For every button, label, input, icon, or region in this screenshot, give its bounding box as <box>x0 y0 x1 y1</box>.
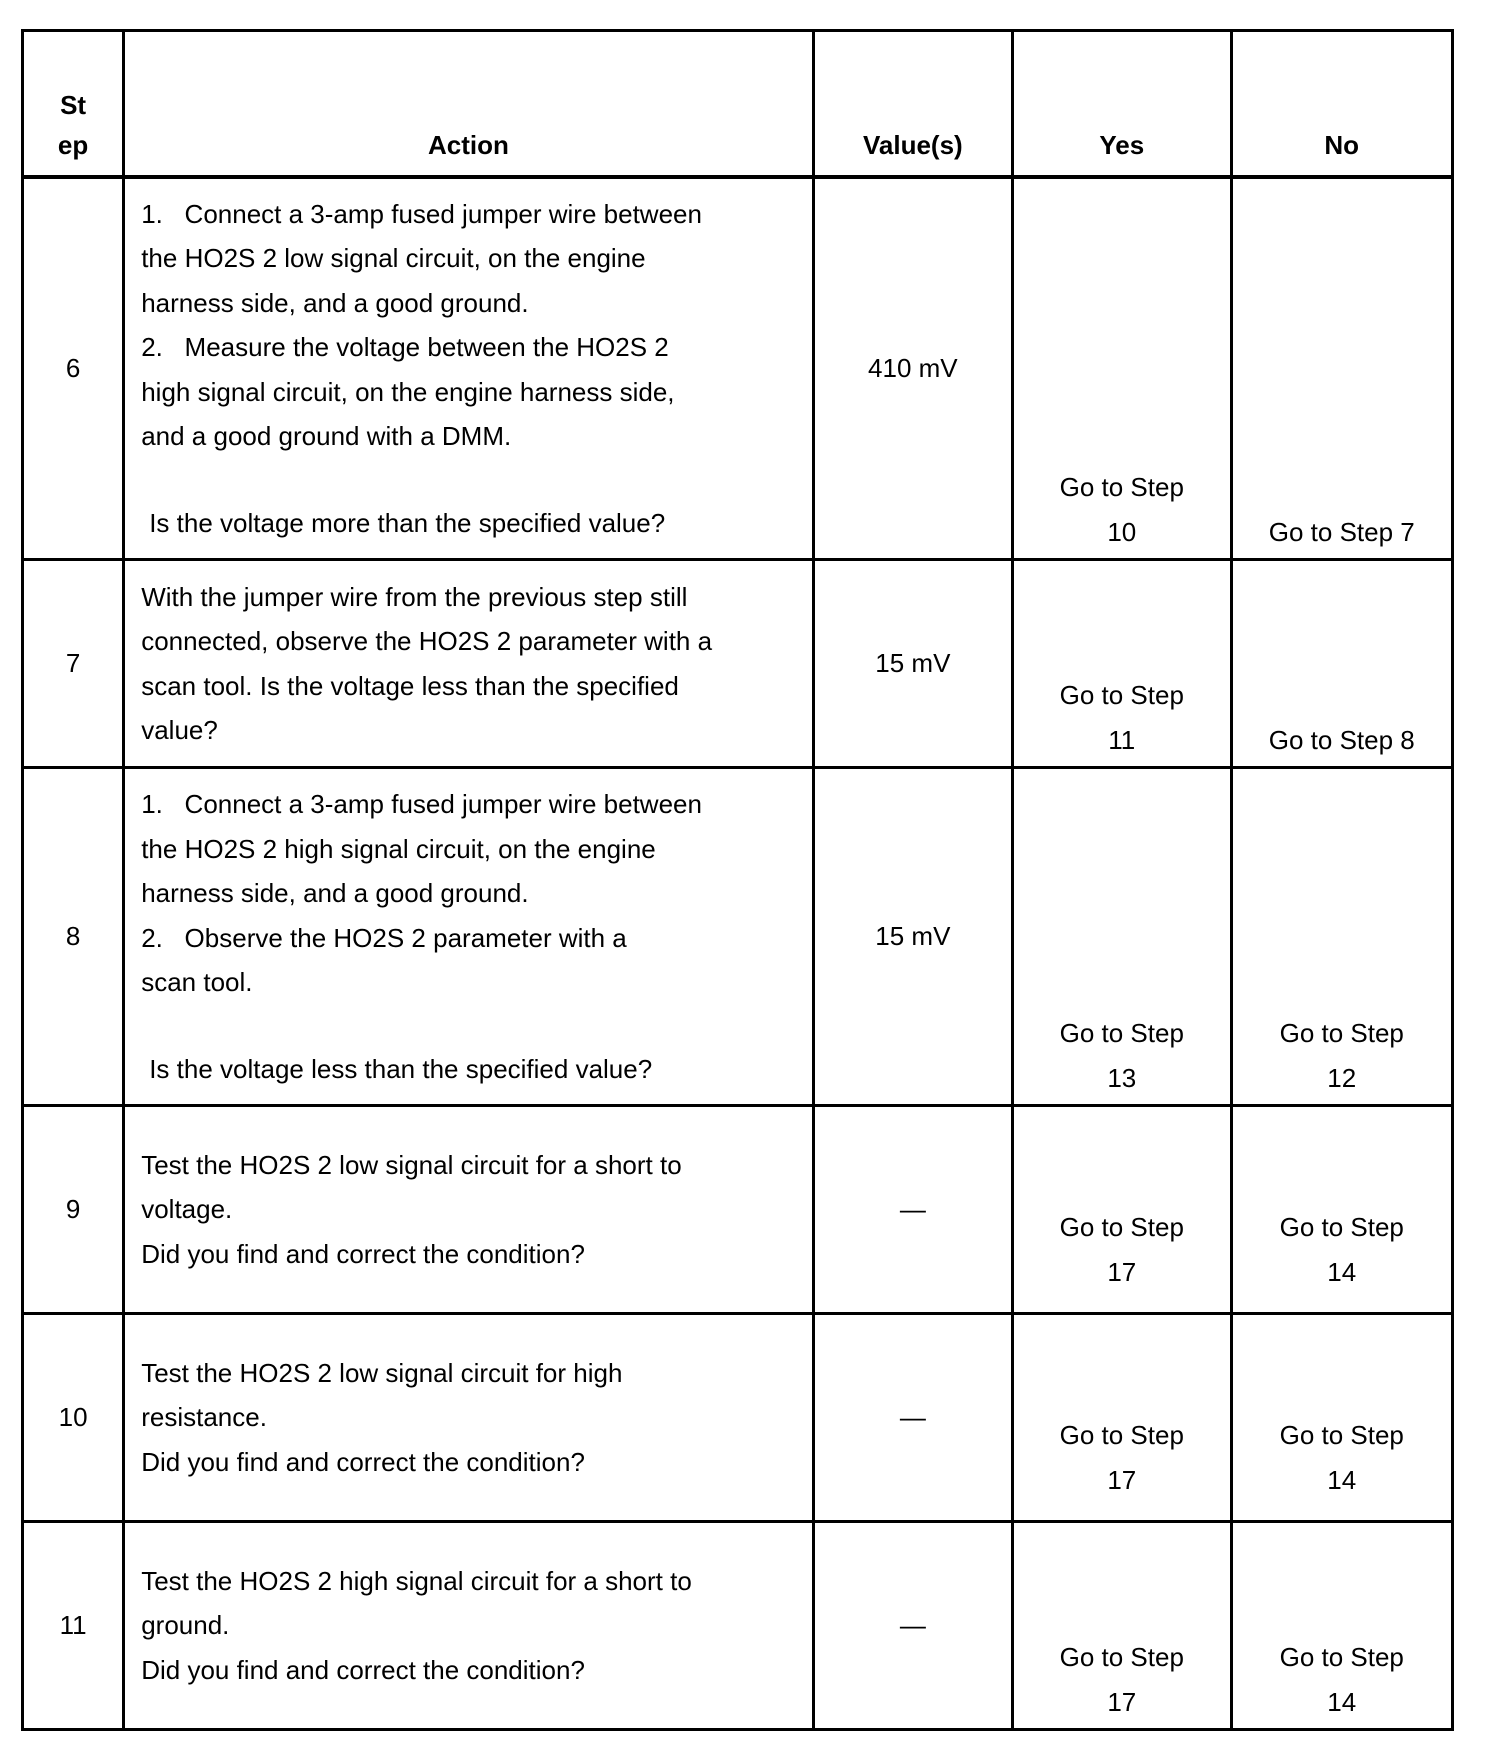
step-number: 11 <box>23 1522 124 1730</box>
table-row <box>23 560 1453 768</box>
yes-cell <box>1013 1106 1231 1314</box>
action-line: Did you find and correct the condition? <box>141 1238 585 1269</box>
action-line: harness side, and a good ground. <box>141 878 529 908</box>
header-row <box>23 31 1453 177</box>
action-cell <box>124 768 813 1106</box>
action-line: 2. Measure the voltage between the HO2S 2 <box>141 332 669 362</box>
yes-line: 10 <box>1107 516 1137 547</box>
action-cell <box>124 560 813 768</box>
action-line: With the jumper wire from the previous step still <box>141 581 688 612</box>
yes-line: 13 <box>1107 1062 1137 1093</box>
action-question: Is the voltage more than the specified value? <box>149 507 666 538</box>
yes-cell <box>1013 768 1231 1106</box>
no-line: 14 <box>1327 1256 1357 1287</box>
yes-line: Go to Step <box>1059 680 1184 710</box>
action-question: Is the voltage less than the specified value? <box>149 1053 653 1084</box>
action-line: 2. Observe the HO2S 2 parameter with a <box>141 922 627 953</box>
action-line: scan tool. Is the voltage less than the specified <box>141 670 679 701</box>
no-cell <box>1231 1522 1453 1730</box>
yes-line: 17 <box>1107 1686 1137 1717</box>
header-yes: Yes <box>1013 31 1231 177</box>
yes-line: Go to Step <box>1059 1212 1184 1242</box>
action-line: Test the HO2S 2 low signal circuit for high <box>141 1357 623 1388</box>
value-cell: — <box>813 1522 1012 1730</box>
yes-cell <box>1013 1314 1231 1522</box>
no-line: 12 <box>1327 1062 1357 1093</box>
action-line: Test the HO2S 2 high signal circuit for a short to <box>141 1565 692 1596</box>
yes-cell <box>1013 560 1231 768</box>
header-step-line1: St <box>60 89 87 120</box>
no-line: Go to Step <box>1279 1212 1404 1242</box>
action-cell <box>124 1314 813 1522</box>
step-number: 7 <box>23 560 124 768</box>
no-line: Go to Step 8 <box>1268 724 1415 755</box>
value-cell: — <box>813 1106 1012 1314</box>
no-line: Go to Step 7 <box>1268 516 1415 547</box>
no-cell <box>1231 560 1453 768</box>
yes-line: Go to Step <box>1059 1018 1184 1048</box>
action-cell <box>124 177 813 560</box>
action-line: 1. Connect a 3-amp fused jumper wire between <box>141 198 702 229</box>
header-step-line2: ep <box>57 129 89 160</box>
action-line: value? <box>141 715 218 745</box>
no-line: 14 <box>1327 1464 1357 1495</box>
no-cell <box>1231 1314 1453 1522</box>
yes-cell <box>1013 177 1231 560</box>
yes-line: Go to Step <box>1059 472 1184 502</box>
table-row <box>23 177 1453 560</box>
no-line: Go to Step <box>1279 1420 1404 1450</box>
no-cell <box>1231 768 1453 1106</box>
action-line: ground. <box>141 1610 230 1641</box>
step-number: 9 <box>23 1106 124 1314</box>
value-cell: 15 mV <box>813 768 1012 1106</box>
action-line: Test the HO2S 2 low signal circuit for a short to <box>141 1149 682 1180</box>
action-line: the HO2S 2 low signal circuit, on the engine <box>141 243 646 273</box>
action-line: resistance. <box>141 1402 267 1433</box>
action-cell <box>124 1522 813 1730</box>
action-line: connected, observe the HO2S 2 parameter with a <box>141 626 713 656</box>
action-line: Did you find and correct the condition? <box>141 1446 585 1477</box>
diagnostic-table <box>21 29 1454 1731</box>
table-row <box>23 1314 1453 1522</box>
header-step <box>23 31 124 177</box>
no-line: 14 <box>1327 1686 1357 1717</box>
no-line: Go to Step <box>1279 1642 1404 1672</box>
table-row <box>23 1106 1453 1314</box>
value-cell: 15 mV <box>813 560 1012 768</box>
yes-line: Go to Step <box>1059 1420 1184 1450</box>
action-line: harness side, and a good ground. <box>141 287 529 318</box>
yes-cell <box>1013 1522 1231 1730</box>
action-line: high signal circuit, on the engine harness side, <box>141 376 675 407</box>
action-line: and a good ground with a DMM. <box>141 421 512 451</box>
yes-line: Go to Step <box>1059 1642 1184 1672</box>
yes-line: 17 <box>1107 1256 1137 1287</box>
action-line: Did you find and correct the condition? <box>141 1654 585 1685</box>
value-cell: 410 mV <box>813 177 1012 560</box>
action-line: voltage. <box>141 1194 233 1225</box>
yes-line: 11 <box>1108 724 1136 755</box>
header-action: Action <box>124 31 813 177</box>
step-number: 8 <box>23 768 124 1106</box>
header-values: Value(s) <box>813 31 1012 177</box>
header-no: No <box>1231 31 1453 177</box>
table-row <box>23 768 1453 1106</box>
no-line: Go to Step <box>1279 1018 1404 1048</box>
step-number: 10 <box>23 1314 124 1522</box>
value-cell: — <box>813 1314 1012 1522</box>
no-cell <box>1231 177 1453 560</box>
step-number: 6 <box>23 177 124 560</box>
action-line: the HO2S 2 high signal circuit, on the engine <box>141 833 656 864</box>
action-line: 1. Connect a 3-amp fused jumper wire between <box>141 789 702 819</box>
action-line: scan tool. <box>141 967 253 997</box>
action-cell <box>124 1106 813 1314</box>
no-cell <box>1231 1106 1453 1314</box>
yes-line: 17 <box>1107 1464 1137 1495</box>
table-row <box>23 1522 1453 1730</box>
